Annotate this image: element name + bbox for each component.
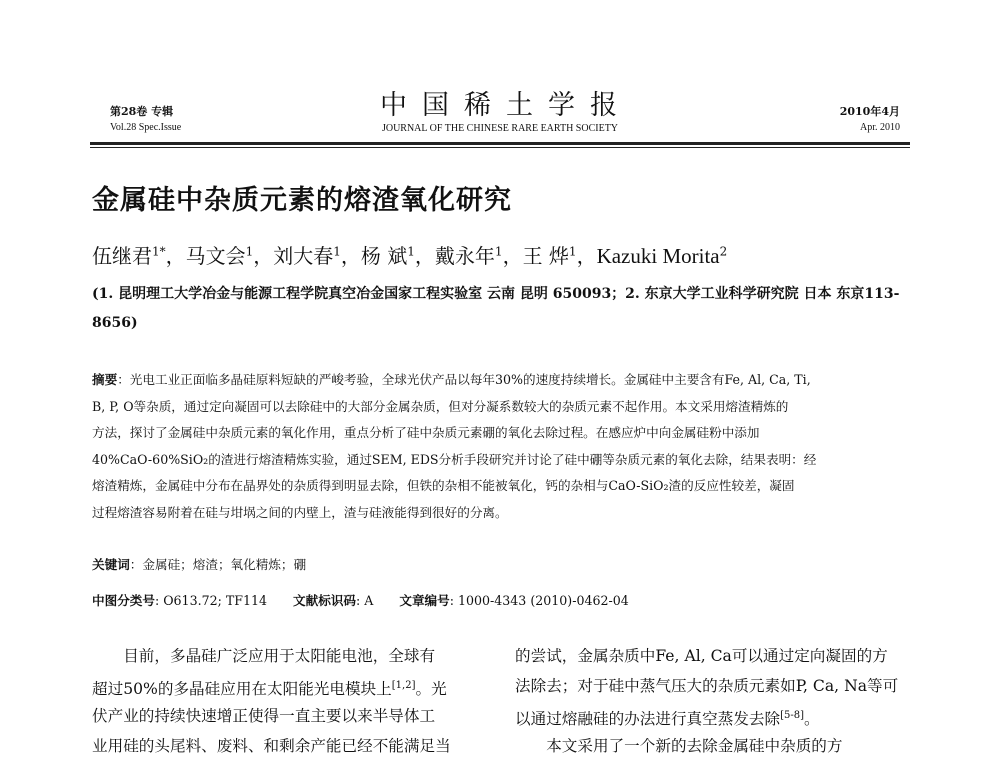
body-line: [515, 701, 915, 731]
citation-ref: [5-8]: [780, 710, 805, 721]
body-text: 法除去；对于硅中蒸气压大的杂质元素如P, Ca, Na等可: [515, 677, 899, 695]
body-line: [515, 731, 915, 761]
abstract-text: 过程熔渣容易附着在硅与坩埚之间的内壁上，渣与硅液能得到很好的分离。: [92, 504, 508, 520]
volume-en: Vol.28 Spec.Issue: [110, 122, 182, 133]
doc-code-label: 文献标识码: [293, 593, 356, 608]
author-separator: ，: [165, 244, 186, 268]
author-affil-mark: 1: [407, 244, 415, 259]
classification-line: [92, 590, 629, 609]
article-no-label: 文章编号: [399, 593, 450, 608]
author-separator: ，: [414, 244, 435, 268]
abstract-text: 40%CaO-60%SiO₂的渣进行熔渣精炼实验，通过SEM, EDS分析手段研究并讨论了硅中硼等杂质元素的氧化去除，结果表明：经: [92, 451, 817, 467]
author-separator: ，: [502, 244, 523, 268]
body-text: 业用硅的头尾料、废料、和剩余产能已经不能满足当: [92, 737, 451, 755]
running-header: [90, 90, 910, 150]
author-affil-mark: 1: [494, 244, 503, 259]
author-affil-mark: 1: [245, 244, 254, 259]
author-name: Kazuki Morita: [596, 244, 720, 268]
body-line: [92, 701, 492, 731]
author-name: 杨 斌: [360, 244, 408, 268]
author-separator: ，: [340, 244, 361, 268]
abstract-label: 摘要: [92, 372, 118, 387]
author-affil-mark: 1: [568, 244, 577, 259]
author-name: 刘大春: [273, 244, 334, 268]
abstract: [92, 367, 908, 527]
body-text: 以通过熔融硅的办法进行真空蒸发去除: [515, 710, 781, 729]
abstract-line: [92, 447, 908, 474]
issue-date: [840, 104, 900, 136]
keywords-label: 关键词: [92, 557, 130, 572]
body-text: 伏产业的持续快速增正使得一直主要以来半导体工: [92, 707, 436, 725]
author-list: [92, 240, 727, 269]
abstract-line: [92, 367, 908, 394]
body-line: [92, 731, 492, 761]
body-text: 本文采用了一个新的去除金属硅中杂质的方: [515, 737, 843, 755]
author-name: 戴永年: [434, 244, 495, 268]
body-line: [515, 641, 915, 671]
author-affil-mark: 2: [719, 244, 728, 259]
author-separator: ，: [576, 244, 597, 268]
body-column-left: [92, 641, 492, 761]
body-line: [92, 641, 492, 671]
issue-date-en: Apr. 2010: [860, 122, 900, 133]
abstract-line: [92, 500, 908, 527]
issue-date-cn: 2010年4月: [839, 105, 900, 118]
affiliation: (1. 昆明理工大学冶金与能源工程学院真空冶金国家工程实验室 云南 昆明 650093；2. 东京大学工业科学研究院 日本 东京113-8656): [92, 286, 900, 331]
keywords: [92, 554, 306, 573]
header-rule-thin: [90, 147, 910, 148]
body-text-tail: 。光: [415, 680, 447, 699]
author-name: 伍继君: [92, 244, 152, 268]
abstract-line: [92, 473, 908, 500]
abstract-text: 熔渣精炼，金属硅中分布在晶界处的杂质得到明显去除，但铁的杂相不能被氧化，钙的杂相与CaO-SiO₂渣的反应性较差，凝固: [92, 478, 795, 494]
body-text: 超过50%的多晶硅应用在太阳能光电模块上: [92, 680, 392, 699]
body-text-tail: 。: [804, 710, 820, 729]
body-line: [92, 671, 492, 701]
abstract-text: B, P, O等杂质，通过定向凝固可以去除硅中的大部分金属杂质，但对分凝系数较大的杂质元素不起作用。本文采用熔渣精炼的: [92, 398, 789, 414]
abstract-line: [92, 394, 908, 421]
author-separator: ，: [253, 244, 274, 268]
abstract-text: 方法，探讨了金属硅中杂质元素的氧化作用，重点分析了硅中杂质元素硼的氧化去除过程。在感应炉中向金属硅粉中添加: [92, 425, 760, 441]
author-affil-mark: 1: [333, 244, 341, 259]
body-text: 的尝试，金属杂质中Fe, Al, Ca可以通过定向凝固的方: [515, 647, 888, 665]
abstract-text: ：光电工业正面临多晶硅原料短缺的严峻考验，全球光伏产品以每年30%的速度持续增长。金属硅中主要含有Fe, Al, Ca, Ti,: [117, 372, 811, 387]
volume-cn: 第28卷 专辑: [110, 105, 174, 118]
clc-label: 中图分类号: [92, 593, 155, 608]
author-name: 马文会: [185, 244, 246, 268]
journal-name-cn: 中国稀土学报: [380, 90, 632, 121]
author-affil-mark: 1*: [152, 244, 166, 259]
journal-name: [90, 90, 910, 136]
body-column-right: [515, 641, 915, 761]
doc-code-value: : A: [356, 593, 374, 608]
article-no-value: : 1000-4343 (2010)-0462-04: [449, 593, 629, 608]
header-rule-thick: [90, 142, 910, 145]
keywords-text: ：金属硅；熔渣；氧化精炼；硼: [129, 557, 307, 572]
citation-ref: [1,2]: [391, 680, 416, 691]
journal-name-en: JOURNAL OF THE CHINESE RARE EARTH SOCIETY: [381, 123, 619, 134]
author-name: 王 烨: [522, 244, 569, 268]
paper-title: 金属硅中杂质元素的熔渣氧化研究: [92, 185, 512, 216]
body-line: [515, 671, 915, 701]
clc-value: : O613.72; TF114: [154, 593, 268, 608]
abstract-line: [92, 420, 908, 447]
body-text: 目前，多晶硅广泛应用于太阳能电池，全球有: [92, 647, 436, 665]
